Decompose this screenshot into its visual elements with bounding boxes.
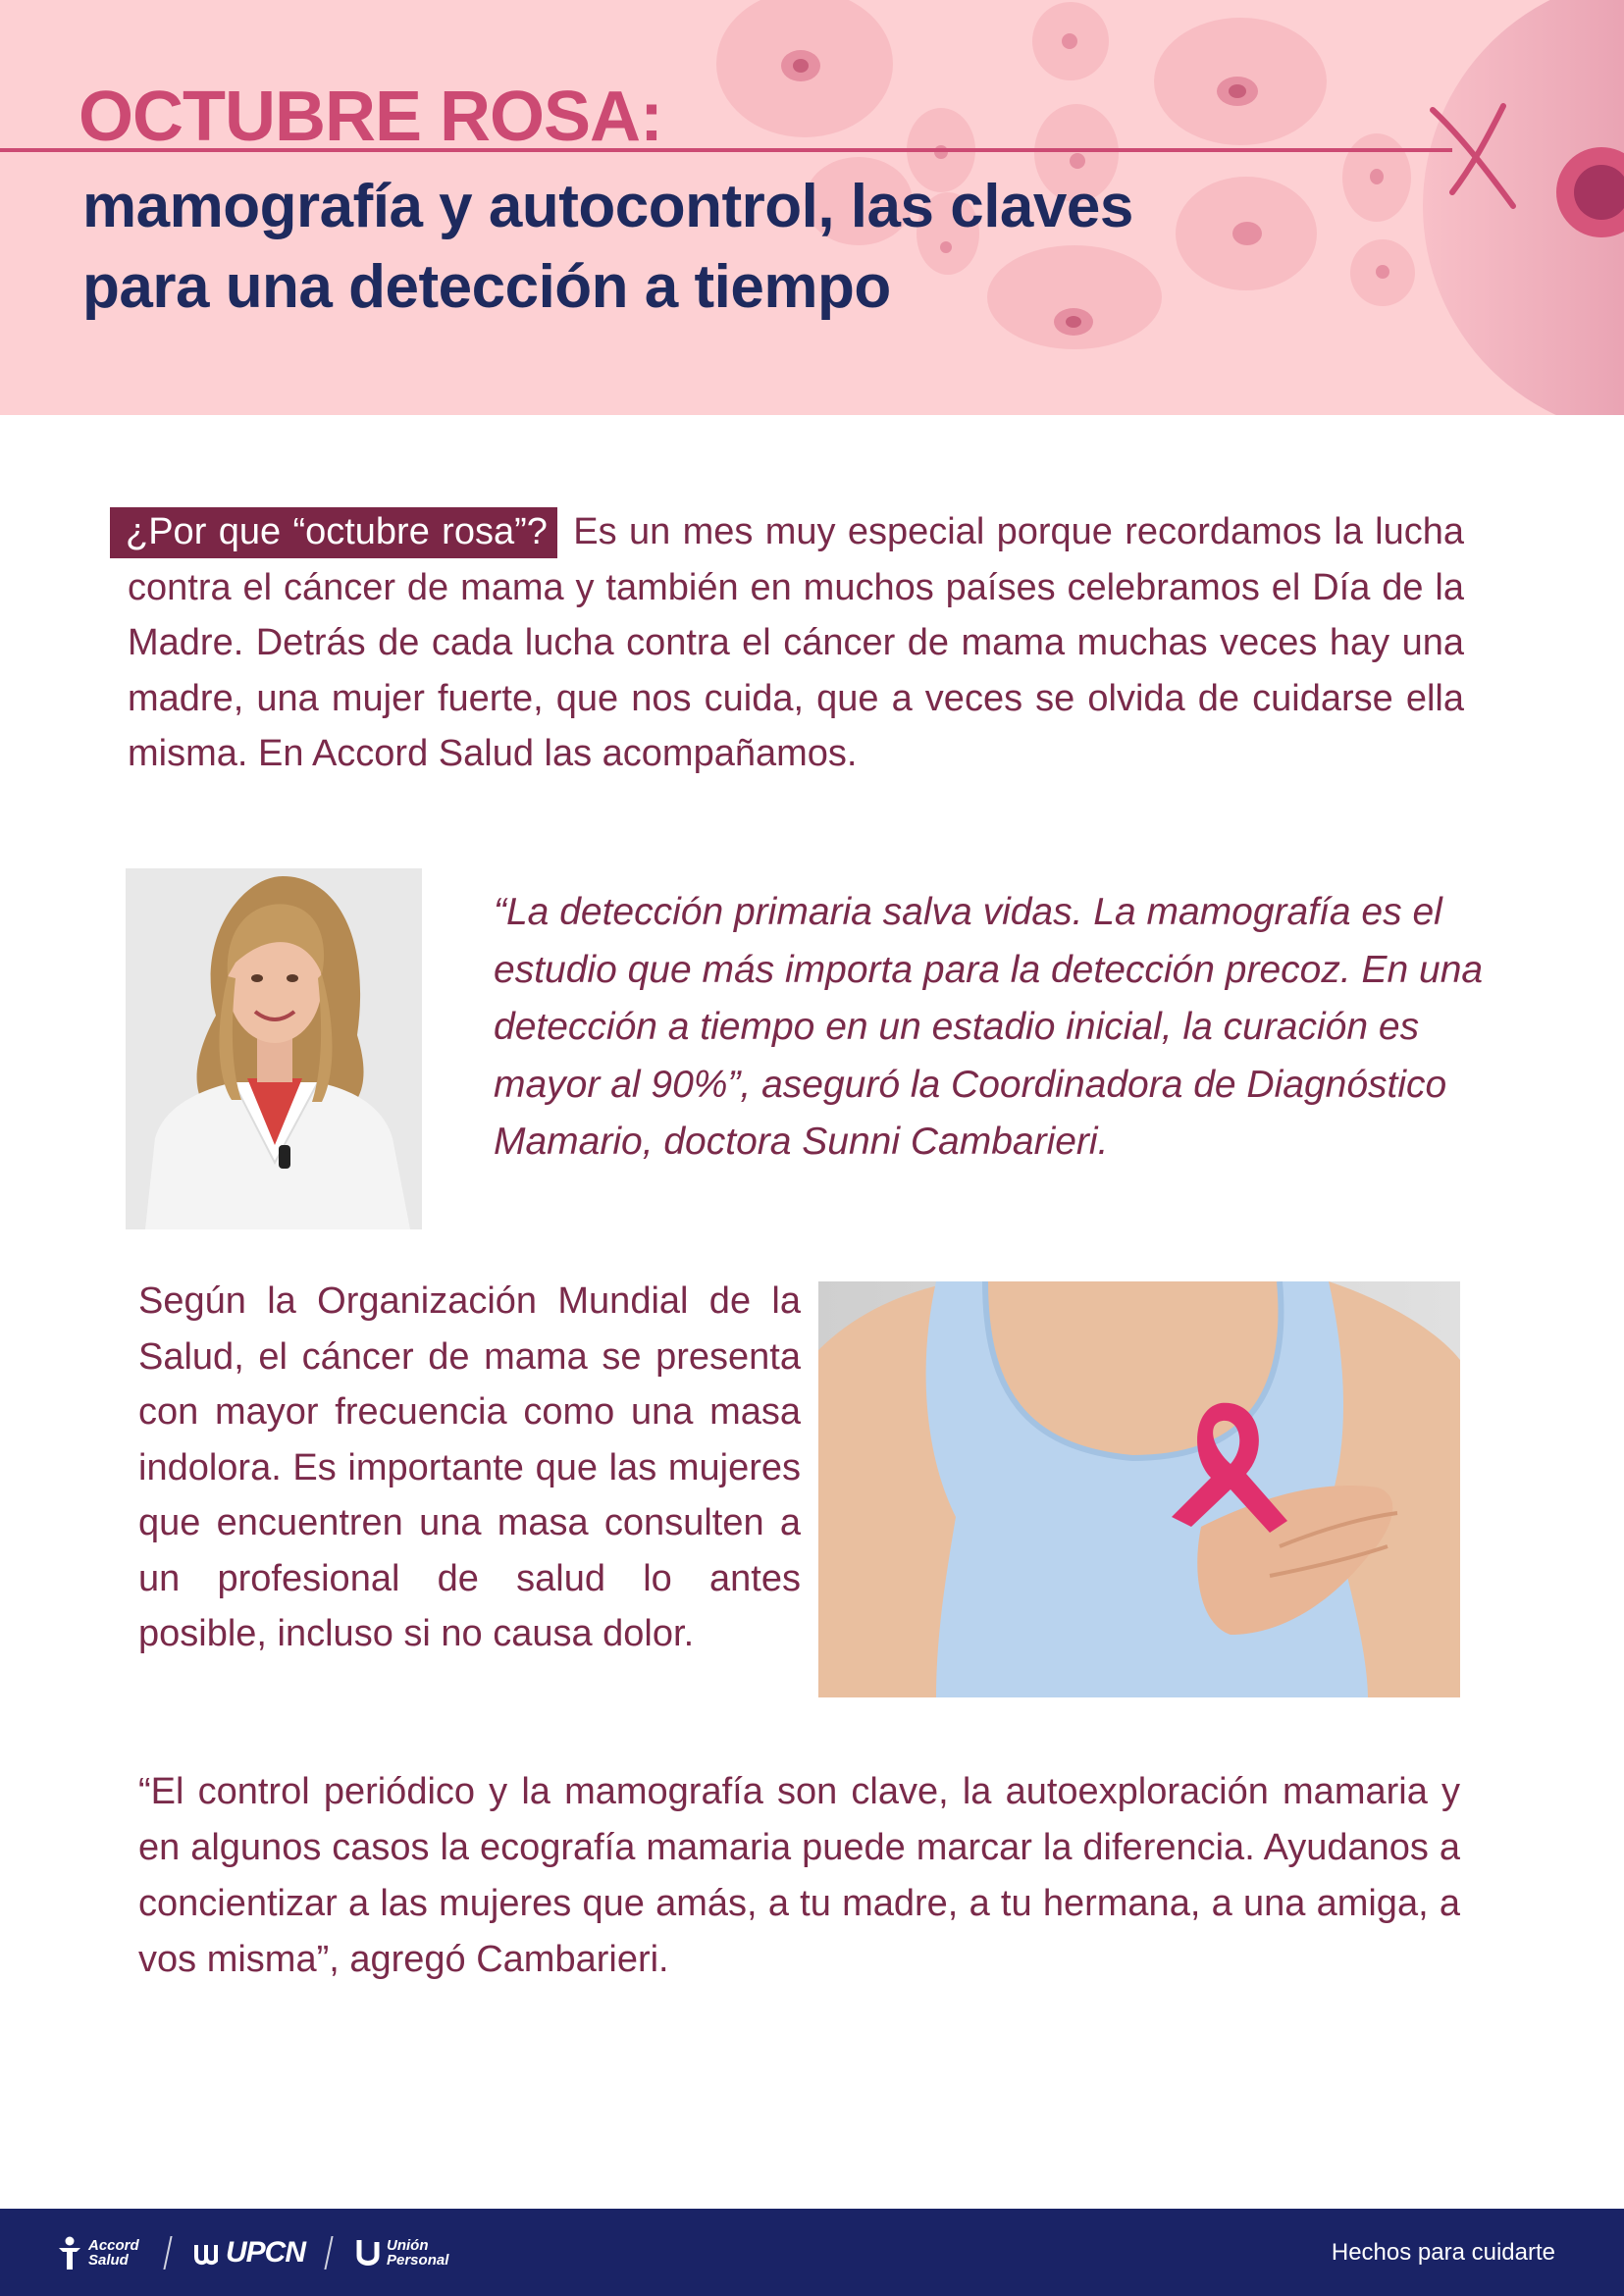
union-personal-logo-text [387,2238,448,2268]
intro-highlight: ¿Por que “octubre rosa”? [110,507,557,558]
page-title: OCTUBRE ROSA: [79,78,662,156]
pink-ribbon-photo-icon [818,1281,1460,1697]
accord-figure-icon [57,2236,82,2270]
union-logo-line: Personal [387,2251,449,2269]
decorative-cross-icon [1423,98,1531,216]
decorative-cell-nucleus [793,59,809,73]
doctor-photo [126,868,422,1229]
upcn-logo-text: UPCN [226,2235,306,2269]
decorative-cell-nucleus [1370,169,1384,184]
accord-logo-line: Accord [88,2236,139,2254]
doctor-quote: “La detección primaria salva vidas. La mamografía es el estudio que más importa para la detección precoz. En una detección a tiempo en un estadio inicial, la curación es mayor al 90%”, aseguró la Coordinadora de Diagnóstico Mamario, doctora Sunni Cambarieri. [494,891,1484,1163]
decorative-cell-nucleus [1062,33,1077,49]
intro-text: Es un mes muy especial porque recordamos la lucha contra el cáncer de mama y también en muchos países celebramos el Día de la Madre. Detrás de cada lucha contra el cáncer de mama muchas veces hay una madre, una mujer fuerte, que nos cuida, que a veces se olvida de cuidarse ella misma. En Accord Salud las acompañamos. [128,511,1465,774]
logo-divider [324,2236,333,2270]
page-subtitle [82,167,1260,328]
decorative-cell-nucleus [1229,84,1246,98]
union-logo-line: Unión [387,2236,429,2254]
logo-divider [163,2236,172,2270]
accord-logo-line: Salud [88,2251,129,2269]
footer-tagline: Hechos para cuidarte [1331,2239,1555,2266]
ribbon-photo [818,1281,1460,1697]
subtitle-line: para una detección a tiempo [82,253,891,321]
intro-paragraph [128,504,1464,782]
header-banner [0,0,1624,415]
large-cell-nucleus [1574,165,1624,220]
doctor-portrait-icon [126,868,422,1229]
upcn-emblem-icon [192,2239,226,2267]
oms-paragraph: Según la Organización Mundial de la Salud, el cáncer de mama se presenta con mayor frecuencia como una masa indolora. Es importante que las mujeres que encuentren una masa consulten a un profesional de salud lo antes posible, incluso si no causa dolor. [138,1280,801,1654]
footer-bar [0,2209,1624,2296]
union-personal-logo [353,2209,448,2296]
upcn-logo [192,2209,305,2296]
accord-salud-logo [57,2209,139,2296]
union-personal-emblem-icon [353,2238,381,2268]
subtitle-line: mamografía y autocontrol, las claves [82,173,1133,240]
decorative-cell-nucleus [1376,265,1389,279]
closing-quote: “El control periódico y la mamografía son clave, la autoexploración mamaria y en algunos casos la ecografía mamaria puede marcar la diferencia. Ayudanos a concientizar a las mujeres que amás, a tu madre, a tu hermana, a una amiga, a vos misma”, agregó Cambarieri. [138,1771,1460,1980]
accord-logo-text [88,2238,139,2268]
